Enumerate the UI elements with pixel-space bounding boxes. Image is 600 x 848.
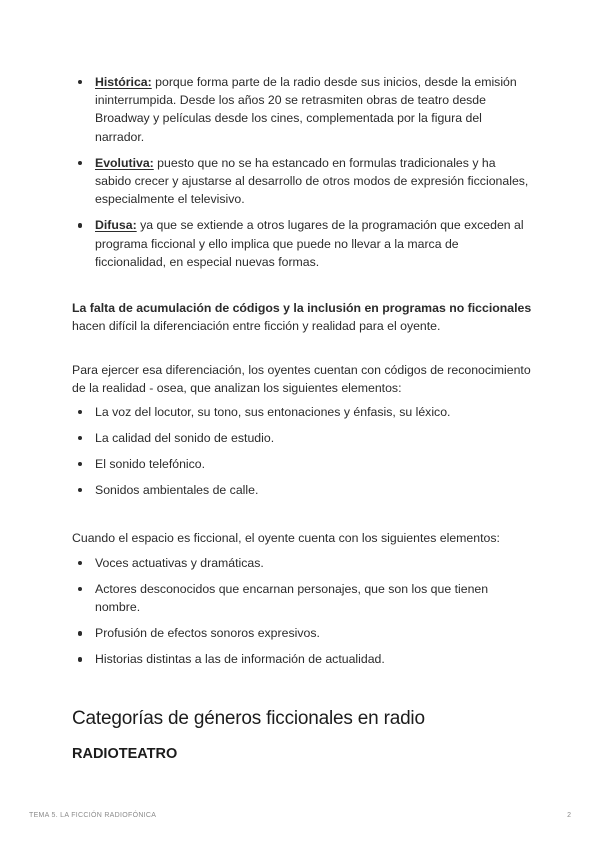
subsection-heading: RADIOTEATRO	[72, 746, 178, 762]
list-item: La voz del locutor, su tono, sus entonaciones y énfasis, su léxico.	[72, 403, 532, 421]
term-difusa: Difusa:	[95, 218, 137, 233]
list-item-evolutiva	[72, 154, 532, 209]
paragraph-fictional-space: Cuando el espacio es ficcional, el oyente cuenta con los siguientes elementos:	[72, 531, 500, 545]
characteristics-list	[72, 73, 532, 279]
footer-label: TEMA 5. LA FICCIÓN RADIOFÓNICA	[29, 812, 157, 819]
list-item: Actores desconocidos que encarnan personajes, que son los que tienen nombre.	[72, 580, 532, 616]
paragraph-differentiation: Para ejercer esa diferenciación, los oyentes cuentan con códigos de reconocimiento de la realidad - osea, que analizan los siguientes elementos:	[72, 363, 531, 396]
page-number: 2	[567, 812, 571, 819]
list-item-historica	[72, 73, 532, 146]
list-item: Sonidos ambientales de calle.	[72, 481, 532, 499]
list-item: El sonido telefónico.	[72, 455, 532, 473]
fiction-elements-list	[72, 554, 532, 676]
desc-evolutiva: puesto que no se ha estancado en formulas tradicionales y ha sabido crecer y ajustarse al desarrollo de otros modos de expresión ficcionales, especialmente el televisivo.	[95, 155, 529, 207]
list-item: Voces actuativas y dramáticas.	[72, 554, 532, 572]
paragraph-codes-text: hacen difícil la diferenciación entre ficción y realidad para el oyente.	[72, 319, 441, 334]
term-evolutiva: Evolutiva:	[95, 155, 154, 170]
paragraph-codes	[72, 299, 532, 335]
desc-difusa: ya que se extiende a otros lugares de la programación que exceden al programa ficcional y ello implica que puede no llevar a la marca de ficcionalidad, en especial nuevas formas.	[95, 218, 524, 269]
reality-elements-list	[72, 403, 532, 507]
list-item: Historias distintas a las de información de actualidad.	[72, 650, 532, 668]
term-historica: Histórica:	[95, 75, 152, 89]
list-item-difusa	[72, 216, 532, 271]
desc-historica: porque forma parte de la radio desde sus inicios, desde la emisión ininterrumpida. Desde los años 20 se retrasmiten obras de teatro desde Broadway y películas desde los cines, complementada por la figura del narrador.	[95, 75, 517, 144]
list-item: Profusión de efectos sonoros expresivos.	[72, 624, 532, 642]
paragraph-codes-bold: La falta de acumulación de códigos y la inclusión en programas no ficcionales	[72, 301, 532, 315]
list-item: La calidad del sonido de estudio.	[72, 429, 532, 447]
section-heading: Categorías de géneros ficcionales en radio	[72, 708, 425, 729]
